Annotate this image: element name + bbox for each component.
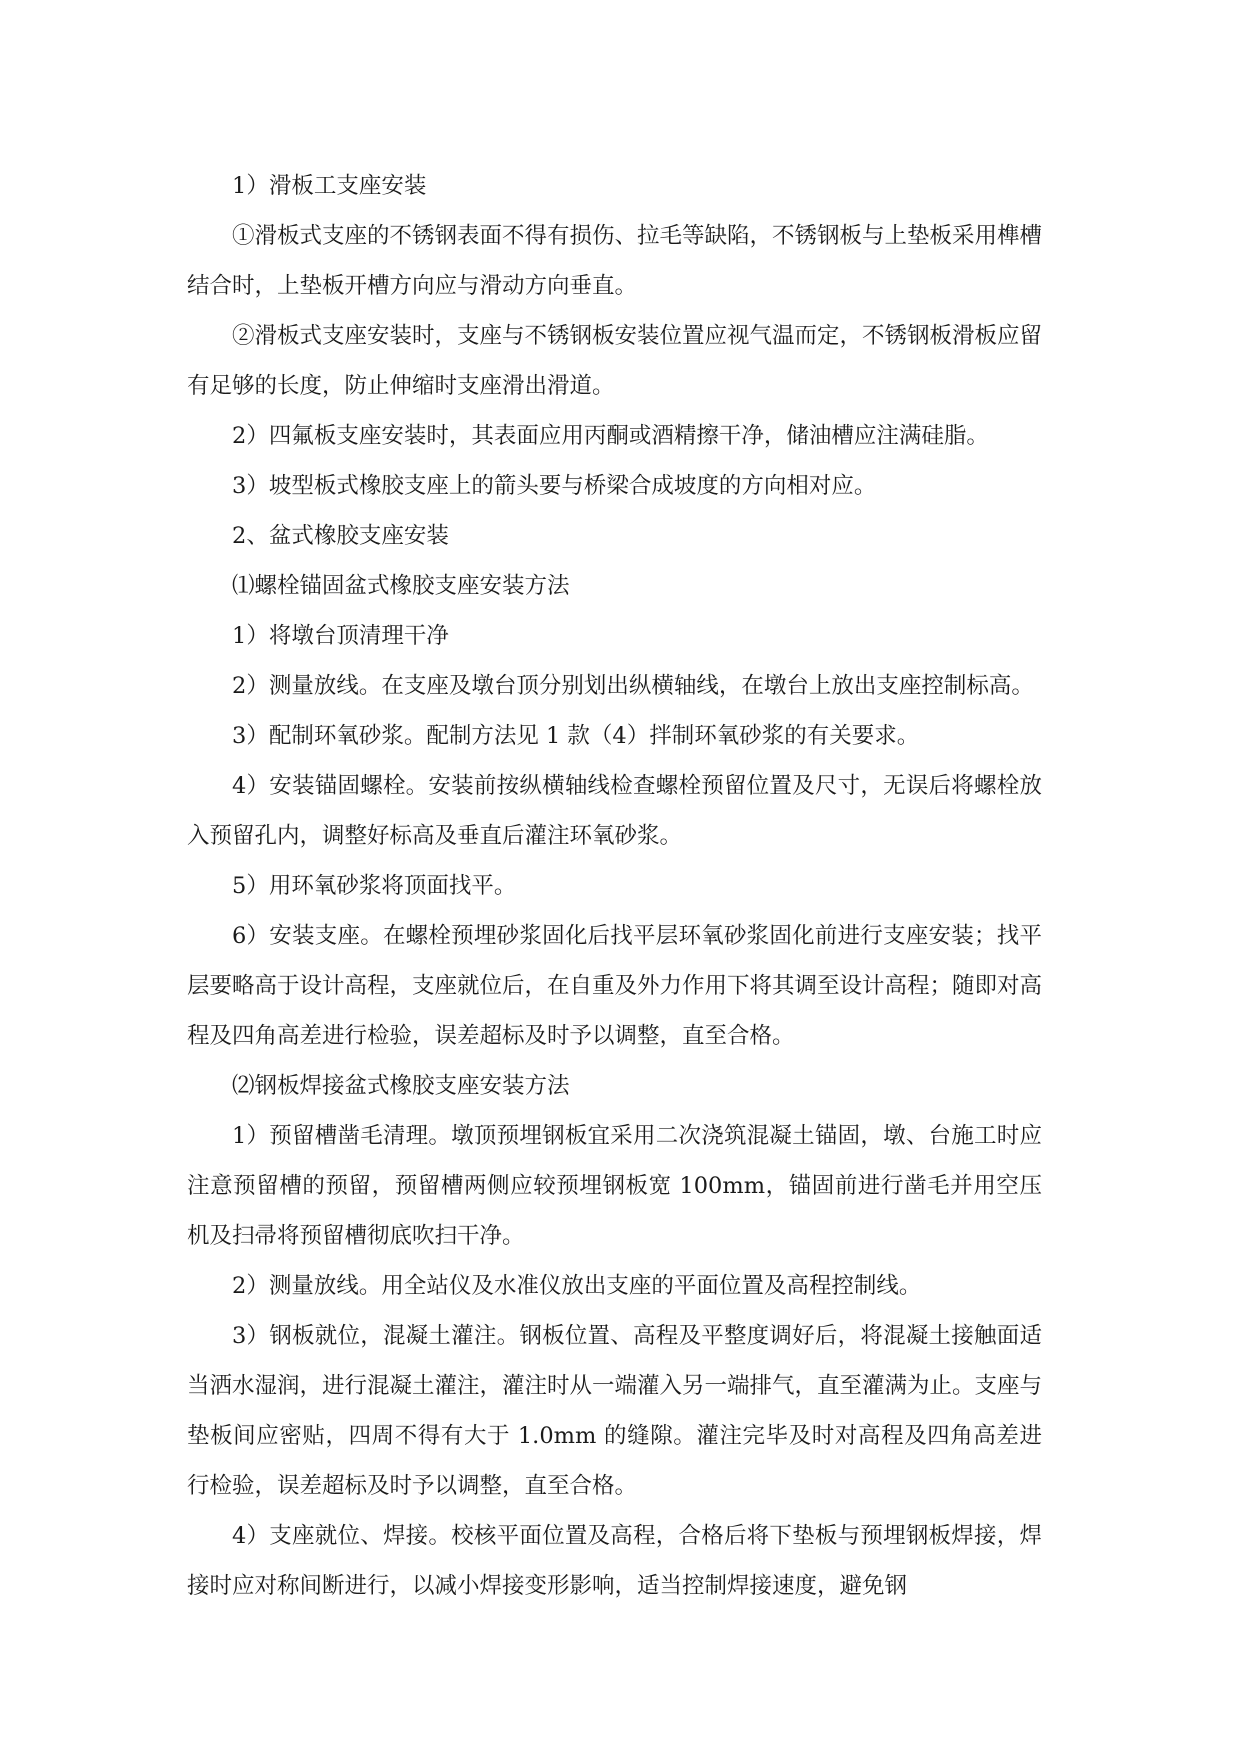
paragraph: 1）预留槽凿毛清理。墩顶预埋钢板宜采用二次浇筑混凝土锚固，墩、台施工时应注意预留槽的预留，预留槽两侧应较预埋钢板宽 100mm，锚固前进行凿毛并用空压机及扫帚将预留槽彻底吹扫干净。 xyxy=(187,1123,1042,1249)
paragraph: 2）测量放线。在支座及墩台顶分别划出纵横轴线，在墩台上放出支座控制标高。 xyxy=(232,673,1034,699)
paragraph: ②滑板式支座安装时，支座与不锈钢板安装位置应视气温而定，不锈钢板滑板应留有足够的长度，防止伸缩时支座滑出滑道。 xyxy=(187,323,1043,399)
paragraph: 1）将墩台顶清理干净 xyxy=(232,623,449,649)
paragraph: ①滑板式支座的不锈钢表面不得有损伤、拉毛等缺陷，不锈钢板与上垫板采用榫槽结合时，上垫板开槽方向应与滑动方向垂直。 xyxy=(187,223,1043,299)
paragraph: 3）配制环氧砂浆。配制方法见 1 款（4）拌制环氧砂浆的有关要求。 xyxy=(232,723,920,749)
subsection-heading: ⑵钢板焊接盆式橡胶支座安装方法 xyxy=(232,1073,570,1099)
subsection-heading: ⑴螺栓锚固盆式橡胶支座安装方法 xyxy=(232,573,570,599)
paragraph: 3）坡型板式橡胶支座上的箭头要与桥梁合成坡度的方向相对应。 xyxy=(232,473,877,499)
section-heading: 2、盆式橡胶支座安装 xyxy=(232,523,449,549)
paragraph: 5）用环氧砂浆将顶面找平。 xyxy=(232,873,517,899)
document-body xyxy=(187,161,1042,1611)
paragraph: 4）安装锚固螺栓。安装前按纵横轴线检查螺栓预留位置及尺寸，无误后将螺栓放入预留孔内，调整好标高及垂直后灌注环氧砂浆。 xyxy=(187,773,1042,849)
paragraph: 2）四氟板支座安装时，其表面应用丙酮或酒精擦干净，储油槽应注满硅脂。 xyxy=(232,423,989,449)
paragraph: 2）测量放线。用全站仪及水准仪放出支座的平面位置及高程控制线。 xyxy=(232,1273,922,1299)
paragraph: 1）滑板工支座安装 xyxy=(232,173,427,199)
paragraph: 6）安装支座。在螺栓预埋砂浆固化后找平层环氧砂浆固化前进行支座安装；找平层要略高于设计高程，支座就位后，在自重及外力作用下将其调至设计高程；随即对高程及四角高差进行检验，误差超标及时予以调整，直至合格。 xyxy=(187,923,1043,1049)
paragraph: 3）钢板就位，混凝土灌注。钢板位置、高程及平整度调好后，将混凝土接触面适当洒水湿润，进行混凝土灌注，灌注时从一端灌入另一端排气，直至灌满为止。支座与垫板间应密贴，四周不得有大于 1.0mm 的缝隙。灌注完毕及时对高程及四角高差进行检验，误差超标及时予以调整，直至合格。 xyxy=(187,1323,1043,1499)
paragraph: 4）支座就位、焊接。校核平面位置及高程，合格后将下垫板与预埋钢板焊接，焊接时应对称间断进行，以减小焊接变形影响，适当控制焊接速度，避免钢 xyxy=(187,1523,1042,1599)
